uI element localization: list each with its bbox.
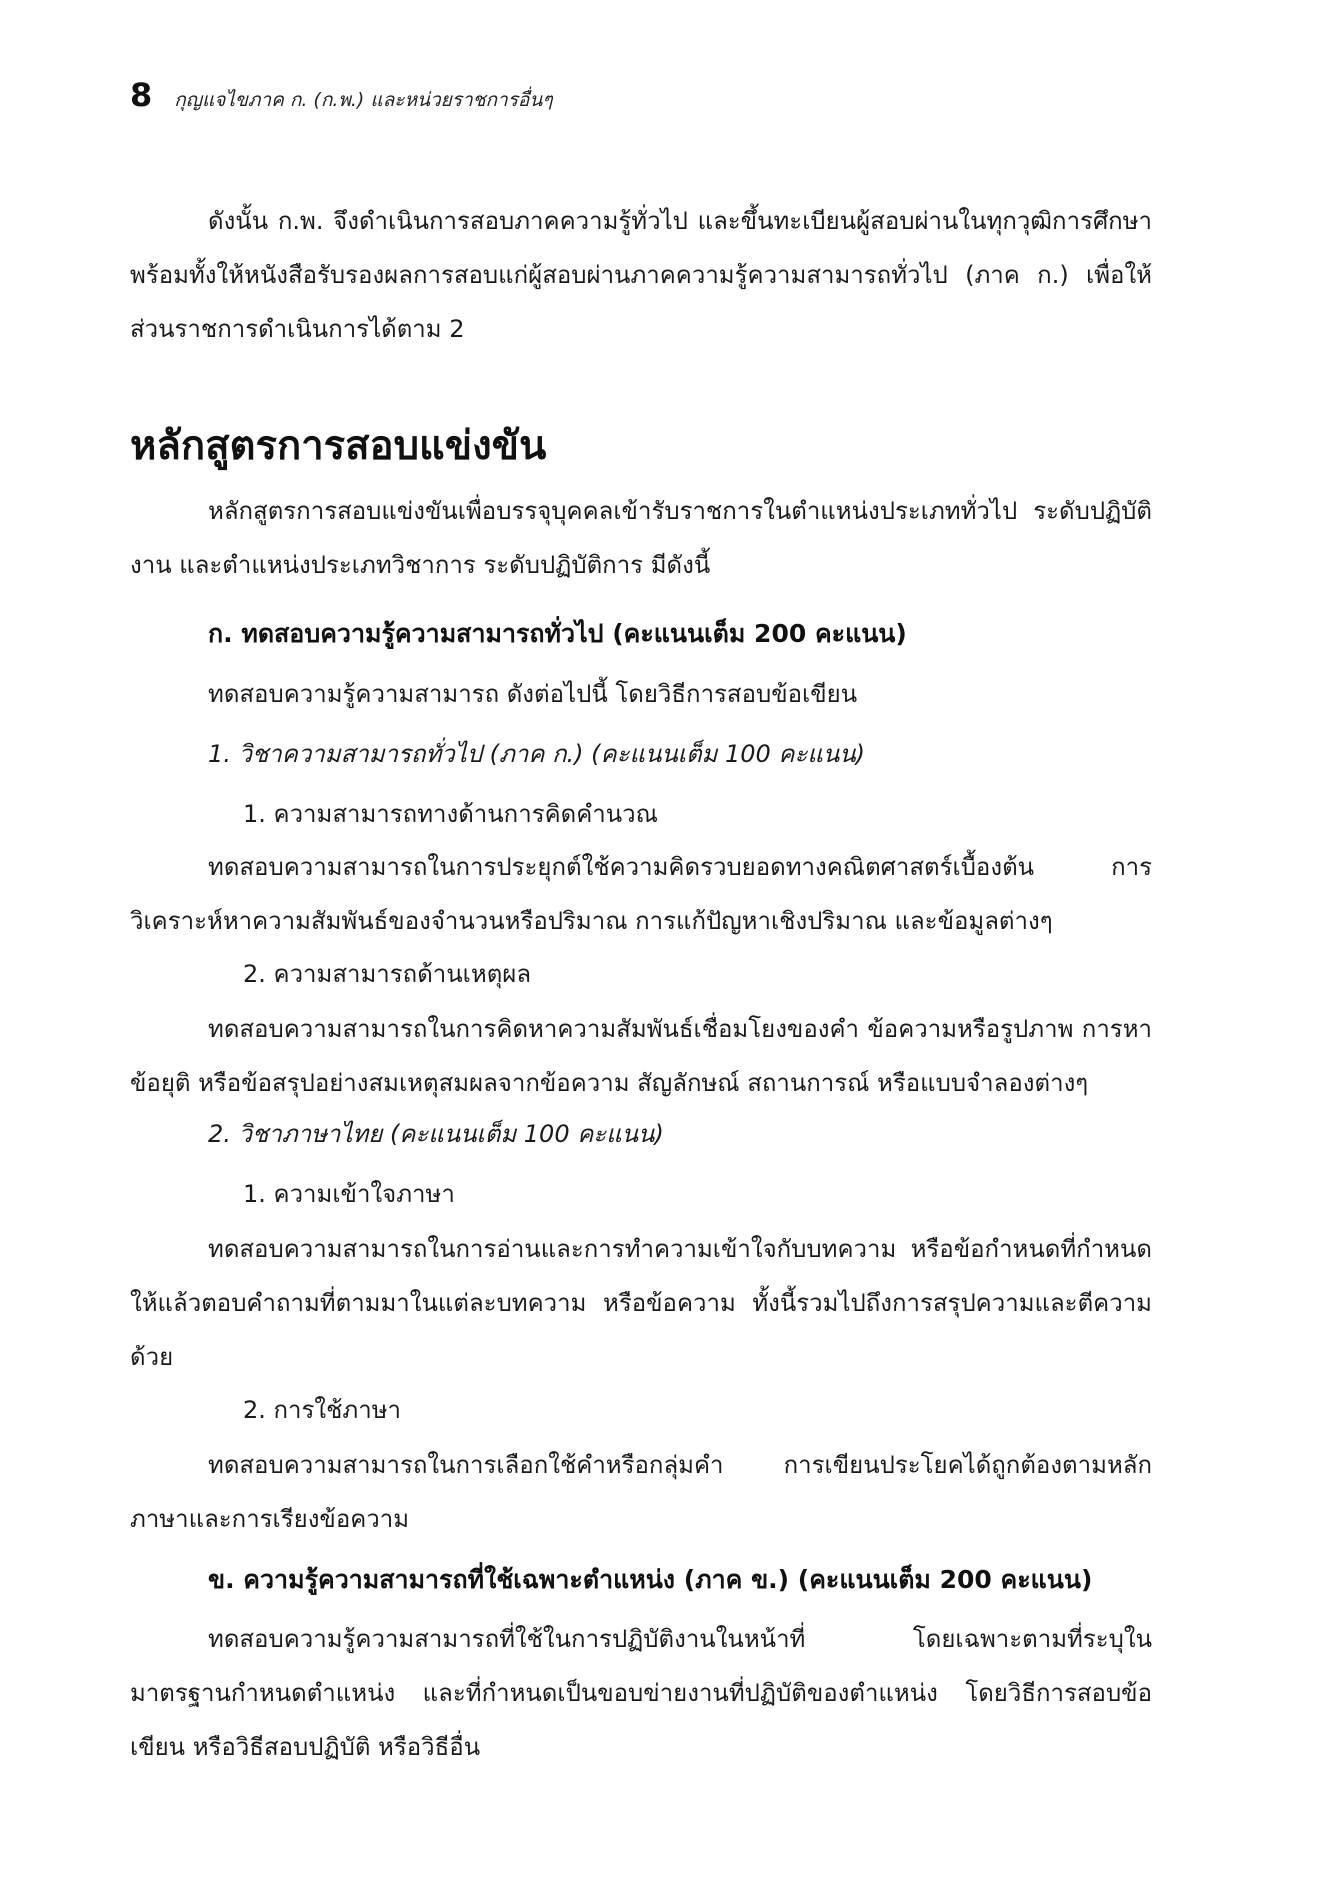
subject-2-title: 2. วิชาภาษาไทย (คะแนนเต็ม 100 คะแนน) bbox=[208, 1120, 664, 1148]
page-number: 8 bbox=[130, 76, 153, 114]
book-title: กุญแจไขภาค ก. (ก.พ.) และหน่วยราชการอื่นๆ bbox=[174, 89, 553, 111]
part-b-text: ทดสอบความรู้ความสามารถที่ใช้ในการปฏิบัติงานในหน้าที่ โดยเฉพาะตามที่ระบุในมาตรฐานกำหนดตำแหน่ง และที่กำหนดเป็นขอบข่ายงานที่ปฏิบัติของตำแหน่ง โดยวิธีการสอบข้อเขียน หรือวิธีสอบปฏิบัติ หรือวิธีอื่น bbox=[130, 1625, 1152, 1761]
intro-paragraph: ดังนั้น ก.พ. จึงดำเนินการสอบภาคความรู้ทั่วไป และขึ้นทะเบียนผู้สอบผ่านในทุกวุฒิการศึกษาพร้อมทั้งให้หนังสือรับรองผลการสอบแก่ผู้สอบผ่านภาคความรู้ความสามารถทั่วไป (ภาค ก.) เพื่อให้ส่วนราชการดำเนินการได้ตาม 2 bbox=[130, 207, 1152, 343]
subject-1-item-1-text: ทดสอบความสามารถในการประยุกต์ใช้ความคิดรวบยอดทางคณิตศาสตร์เบื้องต้น การวิเคราะห์หาความสัมพันธ์ของจำนวนหรือปริมาณ การแก้ปัญหาเชิงปริมาณ และข้อมูลต่างๆ bbox=[130, 853, 1152, 935]
part-a-intro: ทดสอบความรู้ความสามารถ ดังต่อไปนี้ โดยวิธีการสอบข้อเขียน bbox=[208, 680, 858, 708]
subject-2-item-2-title: 2. การใช้ภาษา bbox=[243, 1396, 402, 1424]
section-heading: หลักสูตรการสอบแข่งขัน bbox=[130, 423, 547, 469]
subject-1-item-1-title: 1. ความสามารถทางด้านการคิดคำนวณ bbox=[243, 800, 658, 828]
subject-2-item-2-text: ทดสอบความสามารถในการเลือกใช้คำหรือกลุ่มคำ การเขียนประโยคได้ถูกต้องตามหลักภาษาและการเรียงข้อความ bbox=[130, 1451, 1152, 1533]
running-header bbox=[130, 76, 553, 116]
subject-1-item-2-title: 2. ความสามารถด้านเหตุผล bbox=[243, 960, 532, 988]
section-intro-paragraph: หลักสูตรการสอบแข่งขันเพื่อบรรจุบุคคลเข้ารับราชการในตำแหน่งประเภททั่วไป ระดับปฏิบัติงาน และตำแหน่งประเภทวิชาการ ระดับปฏิบัติการ มีดังนี้ bbox=[130, 497, 1152, 579]
subject-2-item-1-title: 1. ความเข้าใจภาษา bbox=[243, 1180, 455, 1208]
subject-1-title: 1. วิชาความสามารถทั่วไป (ภาค ก.) (คะแนนเต็ม 100 คะแนน) bbox=[208, 740, 866, 768]
part-a-heading: ก. ทดสอบความรู้ความสามารถทั่วไป (คะแนนเต็ม 200 คะแนน) bbox=[208, 619, 907, 648]
subject-1-item-2-text: ทดสอบความสามารถในการคิดหาความสัมพันธ์เชื่อมโยงของคำ ข้อความหรือรูปภาพ การหาข้อยุติ หรือข้อสรุปอย่างสมเหตุสมผลจากข้อความ สัญลักษณ์ สถานการณ์ หรือแบบจำลองต่างๆ bbox=[130, 1015, 1152, 1097]
part-b-heading: ข. ความรู้ความสามารถที่ใช้เฉพาะตำแหน่ง (ภาค ข.) (คะแนนเต็ม 200 คะแนน) bbox=[208, 1565, 1093, 1594]
subject-2-item-1-text: ทดสอบความสามารถในการอ่านและการทำความเข้าใจกับบทความ หรือข้อกำหนดที่กำหนดให้แล้วตอบคำถามที่ตามมาในแต่ละบทความ หรือข้อความ ทั้งนี้รวมไปถึงการสรุปความและตีความด้วย bbox=[130, 1235, 1152, 1371]
